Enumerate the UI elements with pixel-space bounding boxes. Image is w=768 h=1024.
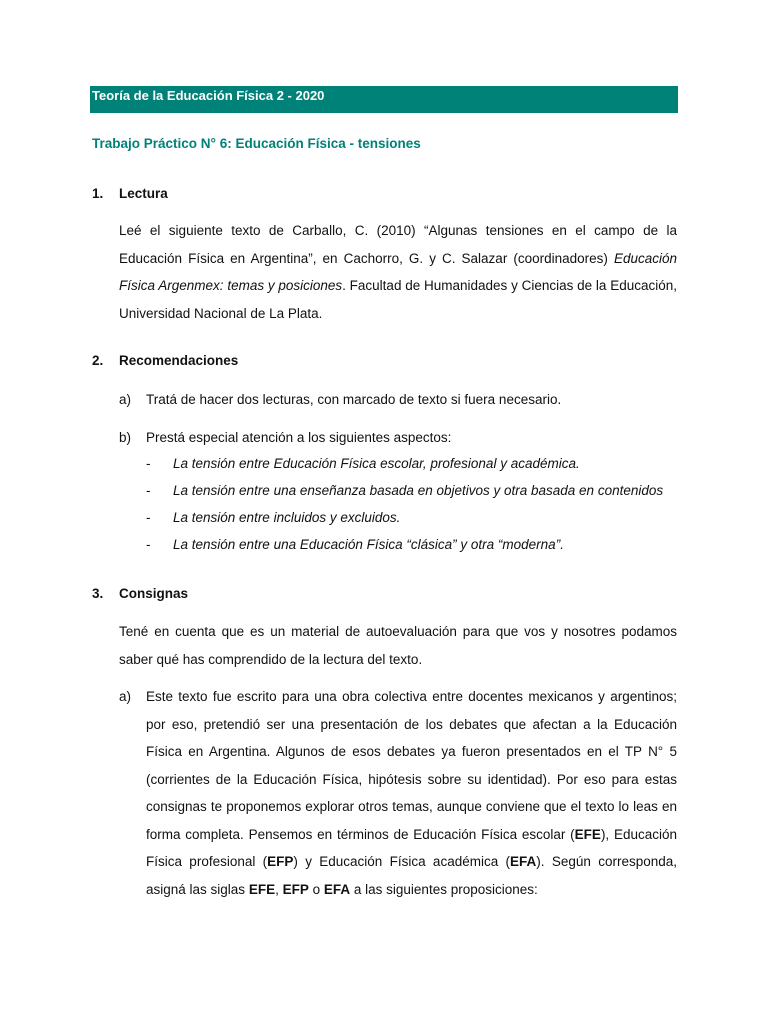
bullet-dash: - [146, 537, 151, 552]
section-2-heading [92, 353, 238, 368]
recommendation-a [119, 386, 677, 414]
item-text: Tratá de hacer dos lecturas, con marcado de texto si fuera necesario. [146, 392, 562, 407]
section-number: 2. [92, 353, 104, 368]
course-title-banner: Teoría de la Educación Física 2 - 2020 [90, 86, 678, 113]
bullet-text: La tensión entre Educación Física escolar, profesional y académica. [173, 456, 580, 471]
item-label: b) [119, 430, 132, 445]
section-title: Lectura [119, 186, 168, 201]
bullet-text: La tensión entre una enseñanza basada en objetivos y otra basada en contenidos [173, 483, 664, 498]
acronym-efe: EFE [248, 881, 276, 897]
bullet-dash: - [146, 510, 151, 525]
item-label: a) [119, 392, 132, 407]
bullet-dash: - [146, 456, 151, 471]
acronym-efe: EFE [574, 826, 601, 842]
reading-paragraph [119, 217, 677, 327]
section-3-heading [92, 586, 188, 601]
reading-text: Leé el siguiente texto de Carballo, C. (2010) “Algunas tensiones en el campo de la Educación Física en Argentina”, en Cachorro, G. y C. Salazar (coordinadores) [119, 223, 677, 266]
aspect-bullet [146, 537, 564, 552]
section-title: Consignas [119, 586, 189, 601]
section-1-heading [92, 186, 168, 201]
acronym-efa: EFA [510, 854, 537, 869]
item-label: a) [119, 689, 132, 704]
section-number: 3. [92, 586, 104, 601]
section-number: 1. [92, 186, 104, 201]
reading-text-end: . Facultad de Humanidades y Ciencias de la Educación, Universidad Nacional de La Plata. [119, 278, 677, 321]
instruction-a [119, 683, 677, 903]
acronym-efp: EFP [282, 881, 309, 897]
bullet-text: La tensión entre una Educación Física “clásica” y otra “moderna”. [173, 537, 564, 552]
bullet-text: La tensión entre incluidos y excluidos. [173, 510, 401, 525]
recommendation-b [119, 424, 677, 452]
bullet-dash: - [146, 483, 151, 498]
item-text: Este texto fue escrito para una obra colectiva entre docentes mexicanos y argentinos; por eso, pretendió ser una presentación de los debates que afectan a la Educación Física en Argentina. Algunos de esos debates ya fueron presentados en el TP N° 5 (corrientes de la Educación Física, hipótesis sobre su identidad). Por eso para estas consignas te proponemos explorar otros temas, aunque conviene que el texto lo leas en forma completa. Pensemos en términos de Educación Física escolar (EFE), Educación Física profesional (EFP) y Educación Física académica (EFA). Según corresponda, asigná las siglas EFE, EFP o EFA a las siguientes proposiciones: [146, 689, 678, 897]
aspect-bullet [146, 483, 663, 498]
acronym-efa: EFA [323, 881, 351, 897]
book-title: Educación Física Argenmex: temas y posiciones [119, 250, 677, 293]
acronym-efp: EFP [267, 854, 294, 869]
aspect-bullet [146, 456, 580, 471]
section-title: Recomendaciones [119, 353, 239, 368]
item-text: Prestá especial atención a los siguientes aspectos: [146, 430, 452, 445]
assignment-subtitle: Trabajo Práctico N° 6: Educación Física - tensiones [92, 136, 421, 151]
instructions-intro: Tené en cuenta que es un material de autoevaluación para que vos y nosotres podamos saber qué has comprendido de la lectura del texto. [119, 624, 677, 667]
aspect-bullet [146, 510, 400, 525]
